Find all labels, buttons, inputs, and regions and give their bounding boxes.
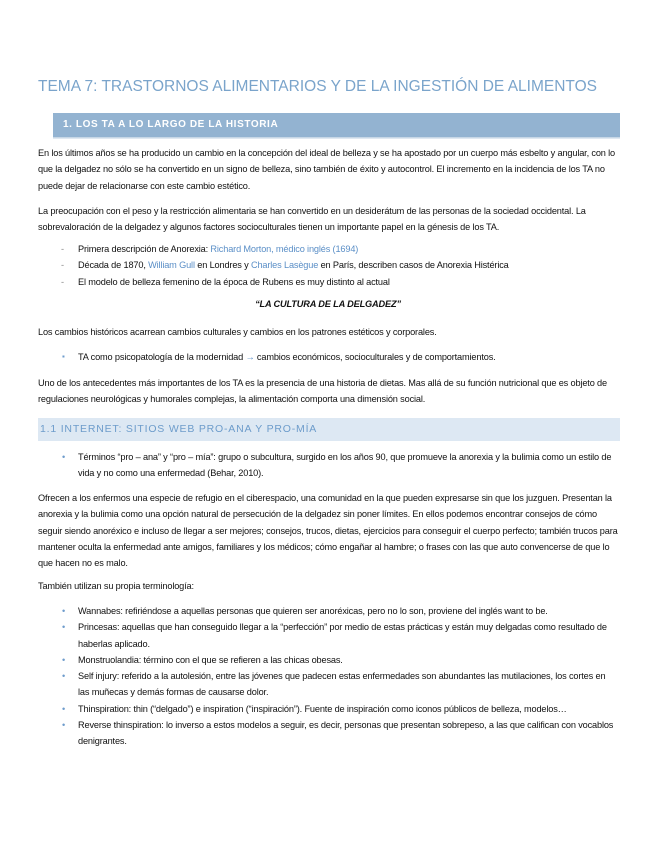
bullet-icon: • [62,671,66,682]
dash-bullet-icon: - [61,276,64,287]
dash-bullet-icon: - [61,244,64,254]
paragraph: En los últimos años se ha producido un cambio en la concepción del ideal de belleza y se ha apostado por un cuerpo más esbelto y angular, con lo que la delgadez no sólo se ha convertido en un signo de belleza, sino también de éxito y autocontrol. El incremento en la incidencia de los TA no puede dejar de relacionarse con este cambio estético. [38,148,615,191]
text: Monstruolandia: término con el que se refieren a las chicas obesas. [78,654,343,665]
text: Princesas: aquellas que han conseguido llegar a la “perfección” por medio de estas prácticas y están muy delgadas como resultado de haberlas aplicado. [78,622,607,649]
paragraph: Los cambios históricos acarrean cambios culturales y cambios en los patrones estéticos y corporales. [38,327,437,337]
paragraph: Ofrecen a los enfermos una especie de refugio en el ciberespacio, una comunidad en la que pueden expresarse sin que los juzguen. Presentan la anorexia y la bulimia como una opción natural de persecución de la delgadez sin poner límites. En ellos podemos encontrar consejos de cómo seguir siendo anoréxico e incluso de llegar a ser mejores; consejos, trucos, dietas, ejercicios para conseguir el cuerpo perfecto; también trucos para mantener oculta la enfermedad ante amigos, familiares y los médicos; cómo engañar al hambre; o frases con las que auto convencerse de que lo que hacen no es malo. [38,493,618,569]
list-item [38,349,618,365]
list-item [38,241,618,257]
bullet-icon: • [62,606,66,616]
section-1-1-heading-bar [38,418,620,441]
arrow-icon: → [245,352,255,362]
quote: “LA CULTURA DE LA DELGADEZ” [255,299,401,309]
text: Términos “pro – ana” y “pro – mía”: grupo o subcultura, surgido en los años 90, que promueve la anorexia y la bulimia como un estilo de vida y no como una enfermedad (Behar, 2010). [78,452,612,479]
reference-link: William Gull [148,260,195,271]
section-1-heading: 1. LOS TA A LO LARGO DE LA HISTORIA [63,119,279,130]
reference-link: Richard Morton, médico inglés (1694) [210,244,359,254]
terms-intro-list [38,449,618,482]
bullet-icon: • [62,452,66,462]
list-item [38,449,618,482]
text: en París, describen casos de Anorexia Histérica [318,260,509,271]
bullet-icon: • [62,703,66,714]
list-item [38,668,618,701]
paragraph: Uno de los antecedentes más importantes de los TA es la presencia de una historia de dietas. Mas allá de su función nutricional que es objeto de regulaciones neurológicas y humorales complejas, la alimentación comporta una dimensión social. [38,378,607,405]
text: TA como psicopatología de la modernidad [78,352,246,362]
text: Wannabes: refiriéndose a aquellas personas que quieren ser anoréxicas, pero no lo son, proviene del inglés want to be. [78,606,548,616]
list-item [38,603,618,619]
bullet-icon: • [62,622,66,633]
list-item [38,652,618,668]
paragraph: También utilizan su propia terminología: [38,581,194,591]
reference-link: Charles Lasègue [250,260,319,271]
text: en Londres y [194,260,251,271]
bullet-icon: • [62,720,66,731]
bullet-icon: • [62,654,66,665]
modernity-list [38,349,618,365]
history-list [38,241,618,290]
section-1-heading-bar [53,113,620,138]
text: Self injury: referido a la autolesión, entre las jóvenes que padecen estas enfermedades son abundantes las mutilaciones, los cortes en las muñecas y demás formas de causarse dolor. [78,671,606,698]
section-1-1-heading: 1.1 INTERNET: SITIOS WEB PRO-ANA Y PRO-MÍA [40,423,318,435]
list-item [38,619,618,652]
list-item [38,717,618,750]
list-item [38,257,618,273]
list-item [38,274,618,290]
dash-bullet-icon: - [61,260,64,271]
document-title: TEMA 7: TRASTORNOS ALIMENTARIOS Y DE LA INGESTIÓN DE ALIMENTOS [38,78,598,95]
text: Década de 1870, [78,260,149,271]
list-item [38,701,618,717]
text: cambios económicos, socioculturales y de comportamientos. [254,352,496,362]
text: Primera descripción de Anorexia: [78,244,211,254]
paragraph: La preocupación con el peso y la restricción alimentaria se han convertido en un desiderátum de las personas de la sociedad occidental. La sobrevaloración de la delgadez y algunos factores socioculturales tienen un importante papel en la génesis de los TA. [38,206,586,233]
text: Reverse thinspiration: lo inverso a estos modelos a seguir, es decir, personas que presentan sobrepeso, a las que califican con vocablos denigrantes. [78,720,614,747]
square-bullet-icon: ▪ [62,352,65,361]
text: Thinspiration: thin (“delgado”) e inspiration (“inspiración”). Fuente de inspiración como iconos públicos de belleza, modelos… [78,703,567,714]
terminology-list [38,603,618,750]
text: El modelo de belleza femenino de la época de Rubens es muy distinto al actual [78,276,390,287]
